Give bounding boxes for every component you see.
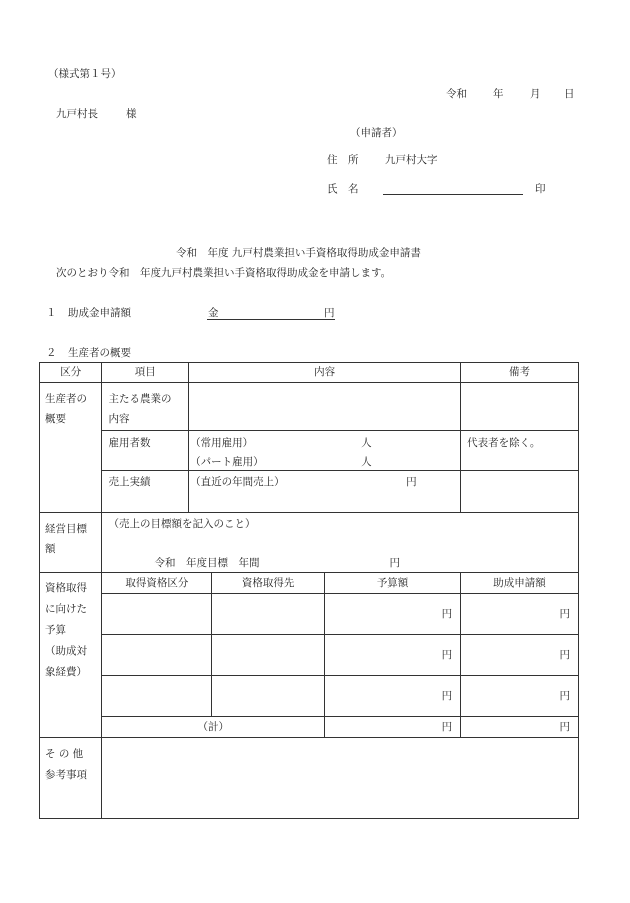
addressee-name: 九戸村長 bbox=[56, 108, 98, 120]
part-employment-unit: 人 bbox=[361, 456, 372, 468]
employees-row bbox=[40, 431, 579, 471]
main-farming-row bbox=[40, 383, 579, 431]
date-day: 日 bbox=[564, 88, 575, 100]
other-label bbox=[40, 738, 102, 819]
qualification-type-cell[interactable] bbox=[102, 676, 212, 717]
overview-label bbox=[40, 383, 102, 513]
header-remarks: 備考 bbox=[461, 363, 579, 383]
header-content: 内容 bbox=[189, 363, 461, 383]
address-label: 住 所 bbox=[327, 154, 359, 166]
form-number: （様式第１号） bbox=[48, 68, 122, 80]
sales-row bbox=[40, 471, 579, 513]
regular-employment-unit: 人 bbox=[361, 437, 372, 449]
other-label-line2: 参考事項 bbox=[45, 769, 87, 781]
qualification-type-cell[interactable] bbox=[102, 635, 212, 676]
date-era: 令和 bbox=[446, 88, 467, 100]
budget-amount-cell[interactable]: 円 bbox=[325, 676, 461, 717]
budget-header-row bbox=[40, 573, 579, 594]
total-budget-cell[interactable]: 円 bbox=[325, 717, 461, 738]
header-item: 項目 bbox=[102, 363, 189, 383]
employees-content[interactable] bbox=[189, 431, 461, 471]
header-budget-amount: 予算額 bbox=[325, 573, 461, 594]
grant-request-cell[interactable]: 円 bbox=[461, 676, 579, 717]
date-month: 月 bbox=[530, 88, 541, 100]
total-grant-cell[interactable]: 円 bbox=[461, 717, 579, 738]
intro-text: 次のとおり令和 年度九戸村農業担い手資格取得助成金を申請します。 bbox=[56, 267, 392, 279]
target-year-line: 令和 年度目標 年間 bbox=[154, 557, 260, 569]
sales-content[interactable] bbox=[189, 471, 461, 513]
other-row bbox=[40, 738, 579, 819]
main-farming-line2: 内容 bbox=[108, 413, 130, 425]
applicant-heading: （申請者） bbox=[350, 127, 403, 139]
addressee-suffix: 様 bbox=[126, 108, 137, 120]
name-label: 氏 名 bbox=[327, 183, 359, 195]
target-content[interactable] bbox=[102, 513, 579, 573]
employees-label: 雇用者数 bbox=[102, 431, 189, 471]
other-label-line1: そ の 他 bbox=[45, 748, 84, 760]
total-label: （計） bbox=[102, 717, 325, 738]
overview-label-line1: 生産者の bbox=[45, 393, 87, 405]
budget-label bbox=[40, 573, 102, 738]
grant-request-cell[interactable]: 円 bbox=[461, 594, 579, 635]
grant-amount-field[interactable] bbox=[207, 307, 335, 320]
amount-unit: 円 bbox=[324, 307, 335, 319]
section-2-label: 生産者の概要 bbox=[68, 347, 131, 359]
budget-row bbox=[40, 594, 579, 635]
main-farming-content[interactable] bbox=[189, 383, 461, 431]
budget-row bbox=[40, 635, 579, 676]
budget-label-line1: 資格取得 bbox=[45, 582, 87, 594]
target-instruction: （売上の目標額を記入のこと） bbox=[108, 518, 256, 530]
section-1-label: 助成金申請額 bbox=[68, 307, 131, 319]
name-field[interactable] bbox=[383, 184, 523, 195]
budget-label-line2: に向けた bbox=[45, 603, 87, 615]
sales-remarks[interactable] bbox=[461, 471, 579, 513]
table-header-row bbox=[40, 363, 579, 383]
target-unit: 円 bbox=[389, 557, 400, 569]
section-2-number: ２ bbox=[46, 347, 57, 359]
document-title: 令和 年度 九戸村農業担い手資格取得助成金申請書 bbox=[176, 247, 421, 259]
part-employment-label: （パート雇用） bbox=[190, 456, 264, 468]
header-qualification-provider: 資格取得先 bbox=[212, 573, 325, 594]
target-row bbox=[40, 513, 579, 573]
main-farming-remarks[interactable] bbox=[461, 383, 579, 431]
regular-employment-label: （常用雇用） bbox=[190, 437, 254, 449]
amount-prefix: 金 bbox=[208, 307, 219, 319]
budget-row bbox=[40, 676, 579, 717]
target-label bbox=[40, 513, 102, 573]
sales-label: 売上実績 bbox=[102, 471, 189, 513]
producer-overview-table bbox=[39, 362, 579, 819]
budget-total-row bbox=[40, 717, 579, 738]
address-value: 九戸村大字 bbox=[385, 154, 438, 166]
section-1-number: １ bbox=[46, 307, 57, 319]
overview-label-line2: 概要 bbox=[45, 413, 66, 425]
seal-mark: 印 bbox=[535, 183, 546, 195]
sales-unit: 円 bbox=[406, 476, 417, 488]
qualification-provider-cell[interactable] bbox=[212, 594, 325, 635]
target-label-line1: 経営目標 bbox=[45, 523, 87, 535]
budget-amount-cell[interactable]: 円 bbox=[325, 594, 461, 635]
budget-amount-cell[interactable]: 円 bbox=[325, 635, 461, 676]
header-category: 区分 bbox=[40, 363, 102, 383]
header-grant-request: 助成申請額 bbox=[461, 573, 579, 594]
other-content[interactable] bbox=[102, 738, 579, 819]
qualification-provider-cell[interactable] bbox=[212, 676, 325, 717]
budget-label-line5: 象経費） bbox=[45, 666, 87, 678]
sales-annual-label: （直近の年間売上） bbox=[190, 476, 285, 488]
header-qualification-type: 取得資格区分 bbox=[102, 573, 212, 594]
main-farming-label bbox=[102, 383, 189, 431]
budget-label-line4: （助成対 bbox=[45, 645, 87, 657]
date-year: 年 bbox=[493, 88, 504, 100]
employees-note: 代表者を除く。 bbox=[461, 431, 579, 471]
budget-label-line3: 予算 bbox=[45, 624, 66, 636]
qualification-type-cell[interactable] bbox=[102, 594, 212, 635]
grant-request-cell[interactable]: 円 bbox=[461, 635, 579, 676]
main-farming-line1: 主たる農業の bbox=[108, 393, 172, 405]
target-label-line2: 額 bbox=[45, 543, 56, 555]
qualification-provider-cell[interactable] bbox=[212, 635, 325, 676]
